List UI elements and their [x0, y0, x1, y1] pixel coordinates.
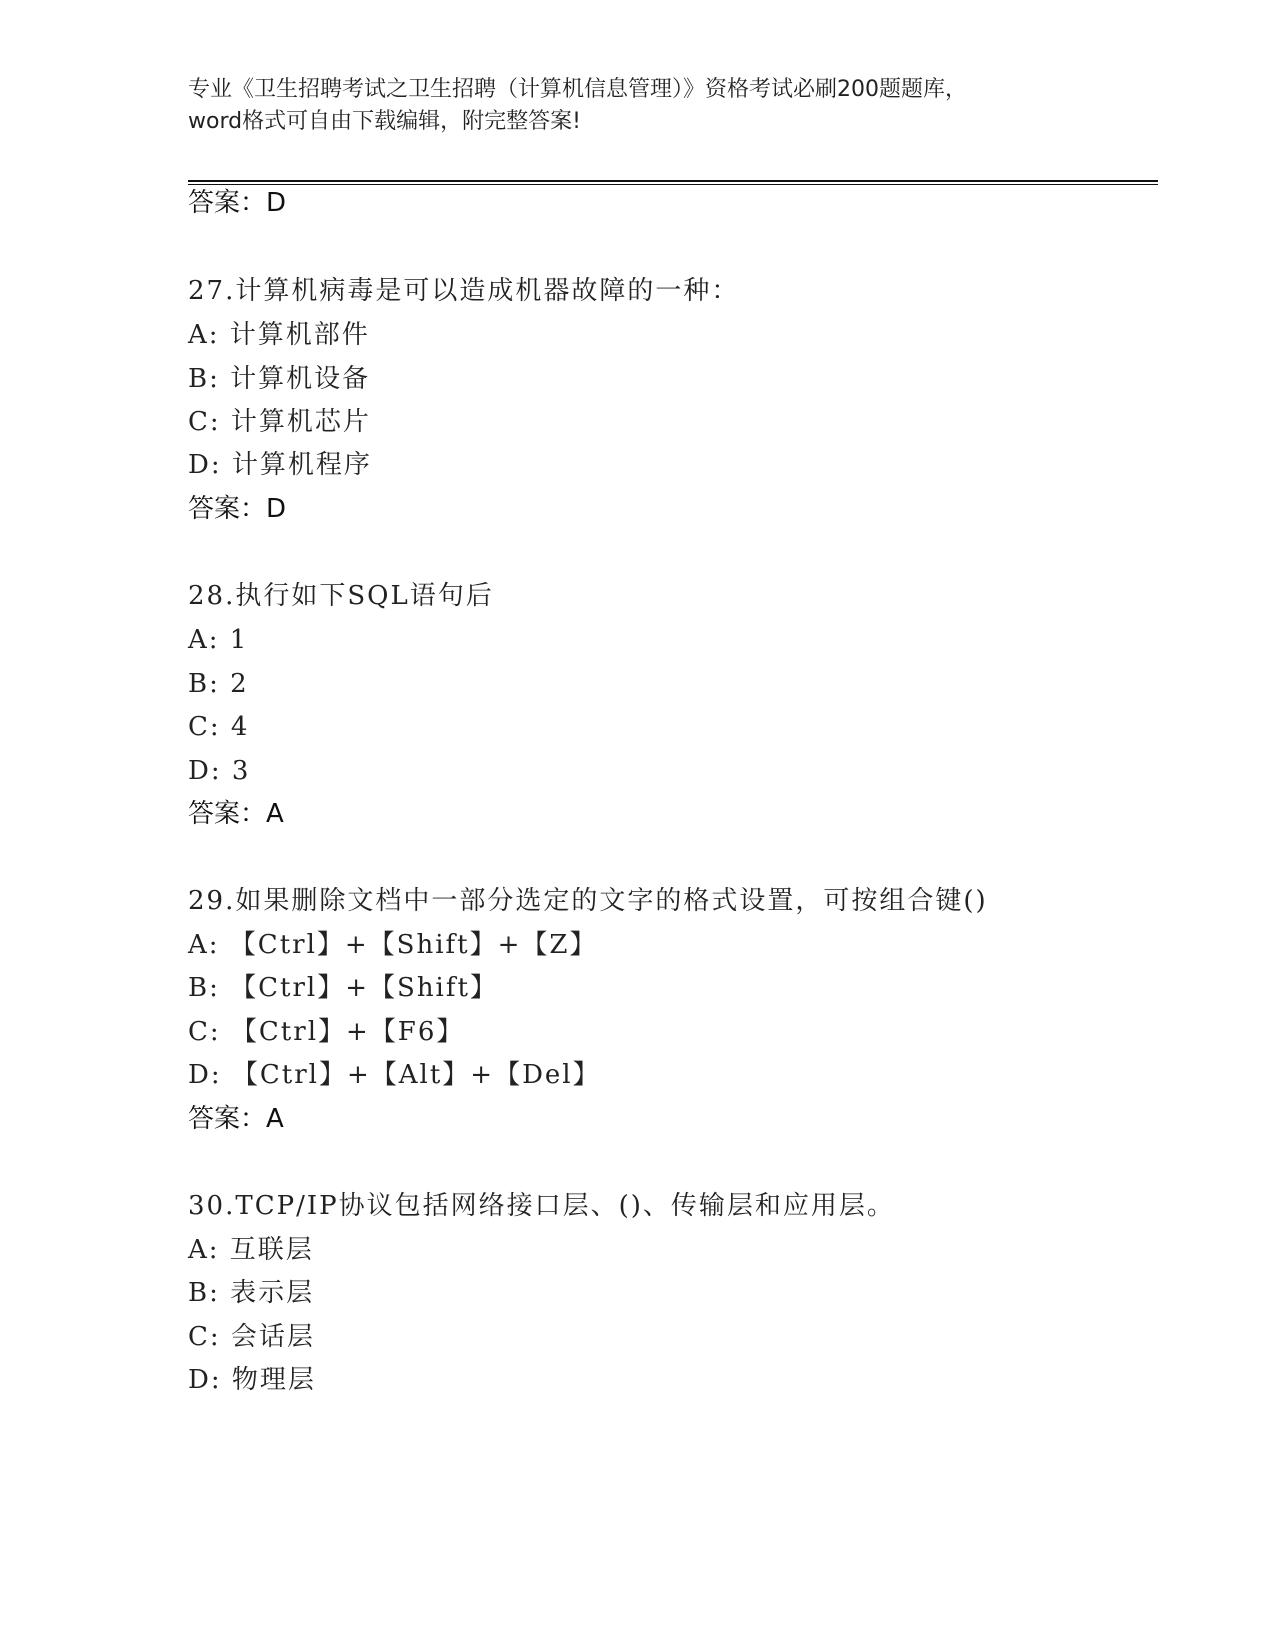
header-rule-thick — [188, 180, 1158, 182]
question-answer: 答案：D — [188, 494, 287, 524]
header-rule-thin — [188, 184, 1158, 185]
question-stem: 28.执行如下SQL语句后 — [188, 581, 494, 611]
question-option: A: 【Ctrl】+【Shift】+【Z】 — [188, 930, 598, 960]
question-stem: 27.计算机病毒是可以造成机器故障的一种： — [188, 276, 740, 306]
header-line-1: 专业《卫生招聘考试之卫生招聘（计算机信息管理）》资格考试必刷200题题库， — [188, 77, 967, 102]
header-line-2: word格式可自由下载编辑，附完整答案! — [188, 109, 581, 134]
question-stem: 29.如果删除文档中一部分选定的文字的格式设置，可按组合键() — [188, 886, 988, 916]
question-option: D: 物理层 — [188, 1365, 316, 1395]
question-stem: 30.TCP/IP协议包括网络接口层、()、传输层和应用层。 — [188, 1191, 895, 1221]
question-option: D: 【Ctrl】+【Alt】+【Del】 — [188, 1060, 601, 1090]
question-option: B: 表示层 — [188, 1278, 315, 1308]
question-option: A: 1 — [188, 625, 249, 655]
question-option: C: 会话层 — [188, 1322, 315, 1352]
question-option: A: 互联层 — [188, 1235, 314, 1265]
question-answer: 答案：A — [188, 799, 284, 829]
question-option: D: 计算机程序 — [188, 450, 372, 480]
question-option: C: 计算机芯片 — [188, 407, 371, 437]
question-option: C: 【Ctrl】+【F6】 — [188, 1017, 465, 1047]
question-option: A: 计算机部件 — [188, 320, 370, 350]
question-option: B: 2 — [188, 669, 249, 699]
question-option: C: 4 — [188, 712, 250, 742]
question-option: D: 3 — [188, 756, 251, 786]
previous-answer: 答案：D — [188, 188, 287, 218]
document-header — [188, 74, 1088, 138]
question-option: B: 【Ctrl】+【Shift】 — [188, 973, 498, 1003]
question-answer: 答案：A — [188, 1104, 284, 1134]
question-option: B: 计算机设备 — [188, 364, 371, 394]
